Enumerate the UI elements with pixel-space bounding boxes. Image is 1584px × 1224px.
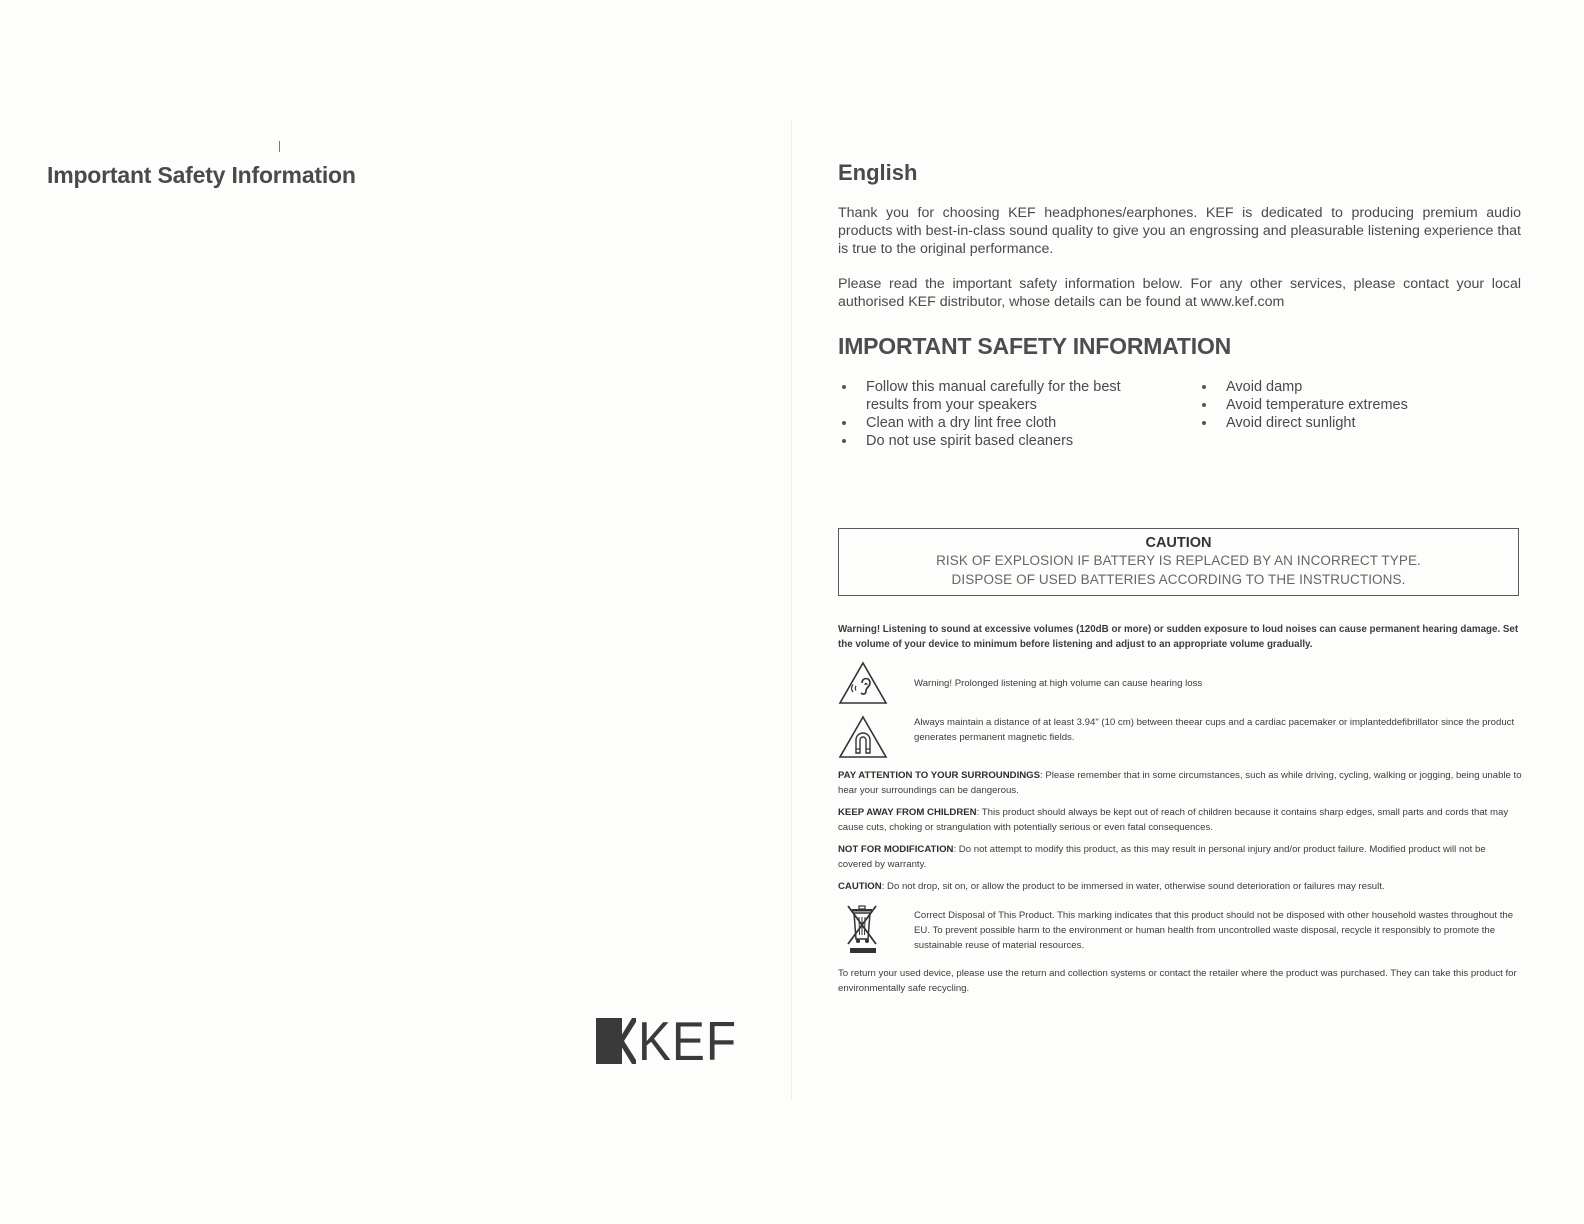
manual-content <box>838 160 1521 450</box>
return-notice: To return your used device, please use the return and collection systems or contact the retailer where the product was purchased. They can take this product for environmentally safe recycling. <box>838 968 1517 994</box>
bullet-item: Follow this manual carefully for the best results from your speakers <box>838 378 1128 414</box>
children-notice <box>838 805 1522 835</box>
disposal-row <box>838 903 1522 960</box>
children-text: : This product should always be kept out of reach of children because it contains sharp edges, small parts and cords that may cause cuts, choking or strangulation with potentially serious or even fatal consequences. <box>838 807 1509 833</box>
modification-notice <box>838 842 1522 872</box>
caution-label: CAUTION <box>838 881 882 892</box>
safety-bullets <box>838 378 1521 450</box>
magnet-warning-icon <box>838 715 888 759</box>
intro-paragraph: Please read the important safety information below. For any other services, please contact your local authorised KEF distributor, whose details can be found at www.kef.com <box>838 276 1521 310</box>
intro-paragraph: Thank you for choosing KEF headphones/earphones. KEF is dedicated to producing premium audio products with best-in-class sound quality to give you an engrossing and pleasurable listening experience that is true to the original performance. <box>838 205 1521 257</box>
hearing-warning-icon <box>838 661 888 705</box>
safety-title: IMPORTANT SAFETY INFORMATION <box>838 333 1232 359</box>
caution-notice <box>838 879 1522 894</box>
surroundings-text: : Please remember that in some circumstances, such as while driving, cycling, walking or jogging, being unable to hear your surroundings can be dangerous. <box>838 770 1522 796</box>
crossed-bin-icon <box>838 903 888 955</box>
stray-mark <box>279 141 280 152</box>
bullet-list-left <box>838 378 1198 450</box>
bullet-list-right <box>1198 378 1518 450</box>
kef-logo <box>596 1010 748 1072</box>
bullet-item: Avoid damp <box>1198 378 1518 396</box>
surroundings-label: PAY ATTENTION TO YOUR SURROUNDINGS <box>838 770 1041 781</box>
volume-warning: Warning! Listening to sound at excessive volumes (120dB or more) or sudden exposure to loud noises can cause permanent hearing damage. Set the volume of your device to minimum before listening and adjust to an appropriate volume gradually. <box>838 624 1519 650</box>
hearing-warning-text: Warning! Prolonged listening at high volume can cause hearing loss <box>914 678 1203 689</box>
modification-label: NOT FOR MODIFICATION <box>838 844 954 855</box>
caution-box-line: DISPOSE OF USED BATTERIES ACCORDING TO THE INSTRUCTIONS. <box>951 572 1406 587</box>
bullet-item: Clean with a dry lint free cloth <box>838 414 1128 432</box>
bullet-item: Avoid temperature extremes <box>1198 396 1518 414</box>
bullet-item: Do not use spirit based cleaners <box>838 432 1128 450</box>
magnet-warning-row <box>838 715 1522 764</box>
children-label: KEEP AWAY FROM CHILDREN <box>838 807 977 818</box>
cover-title: Important Safety Information <box>47 162 356 188</box>
hearing-warning-row <box>838 661 1522 710</box>
modification-text: : Do not attempt to modify this product, as this may result in personal injury and/or product failure. Modified product will not be covered by warranty. <box>838 844 1486 870</box>
battery-caution-box <box>838 528 1519 596</box>
magnet-warning-text: Always maintain a distance of at least 3.94" (10 cm) between theear cups and a cardiac pacemaker or implanteddefibrillator since the product generates permanent magnetic fields. <box>914 717 1515 743</box>
bullet-item: Avoid direct sunlight <box>1198 414 1518 432</box>
kef-logo-mark-icon <box>596 1018 636 1064</box>
manual-page <box>792 0 1584 1224</box>
caution-text: : Do not drop, sit on, or allow the product to be immersed in water, otherwise sound deterioration or failures may result. <box>881 881 1385 892</box>
language-title: English <box>838 160 918 185</box>
surroundings-notice <box>838 768 1522 798</box>
caution-box-title: CAUTION <box>1145 535 1212 551</box>
disposal-text: Correct Disposal of This Product. This marking indicates that this product should not be disposed with other household wastes throughout the EU. To prevent possible harm to the environment or human health from uncontrolled waste disposal, recycle it responsibly to promote the sustainable reuse of material resources. <box>914 910 1514 951</box>
kef-logo-text: KEF <box>638 1010 737 1072</box>
caution-box-line: RISK OF EXPLOSION IF BATTERY IS REPLACED BY AN INCORRECT TYPE. <box>936 553 1421 568</box>
